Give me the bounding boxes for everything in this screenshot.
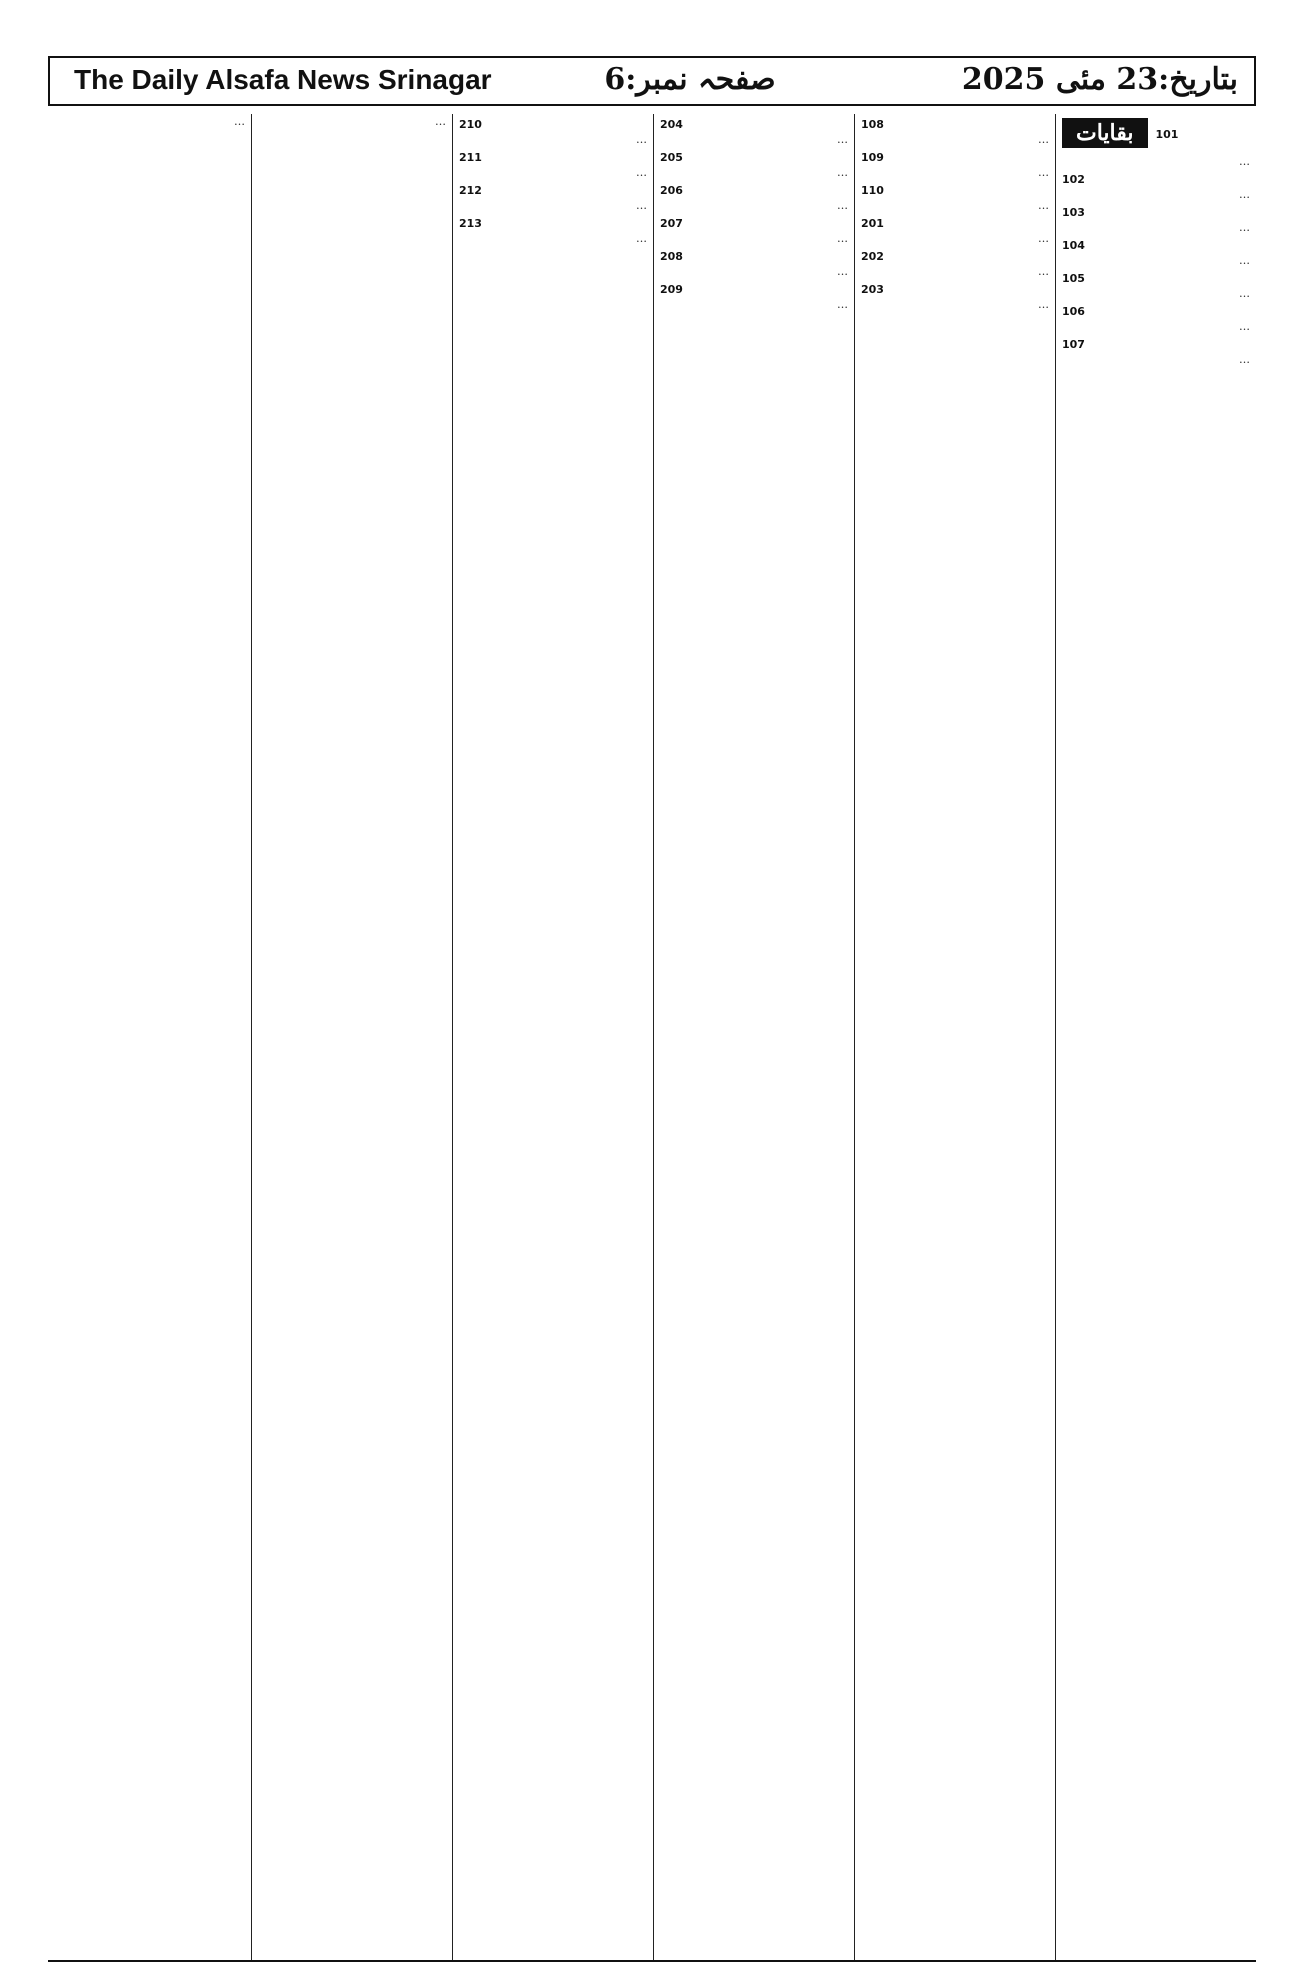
masthead: The Daily Alsafa News Srinagar xyxy=(74,64,492,95)
continuation-number: 109 xyxy=(861,151,884,164)
page-number: صفحہ نمبر:6 xyxy=(604,62,776,97)
column-text: … xyxy=(1038,133,1049,146)
column-text: … xyxy=(837,298,848,311)
page-header xyxy=(48,56,1256,106)
column-text: … xyxy=(1239,188,1250,201)
continuation-number: 104 xyxy=(1062,239,1085,252)
section-header xyxy=(1062,118,1250,148)
column-1 xyxy=(1055,114,1256,1960)
column-5 xyxy=(251,114,452,1960)
continuation-number: 103 xyxy=(1062,206,1085,219)
column-text: … xyxy=(837,265,848,278)
continuation-number: 206 xyxy=(660,184,683,197)
continuation-number: 210 xyxy=(459,118,482,131)
column-text: … xyxy=(636,166,647,179)
column-text: … xyxy=(234,115,245,128)
continuation-number: 205 xyxy=(660,151,683,164)
section-title: بقایات xyxy=(1062,118,1148,148)
column-6 xyxy=(50,114,251,1960)
continuation-number: 208 xyxy=(660,250,683,263)
column-text: … xyxy=(1239,155,1250,168)
continuation-number: 105 xyxy=(1062,272,1085,285)
column-text: … xyxy=(1038,298,1049,311)
continuation-number: 207 xyxy=(660,217,683,230)
column-4 xyxy=(452,114,653,1960)
continuation-number: 201 xyxy=(861,217,884,230)
continuation-number: 211 xyxy=(459,151,482,164)
column-text: … xyxy=(837,166,848,179)
column-2 xyxy=(854,114,1055,1960)
continuation-number: 102 xyxy=(1062,173,1085,186)
column-text: … xyxy=(1239,221,1250,234)
bottom-rule xyxy=(48,1960,1256,1962)
column-text: … xyxy=(1038,166,1049,179)
column-text: … xyxy=(837,199,848,212)
continuation-number: 107 xyxy=(1062,338,1085,351)
continuation-number: 202 xyxy=(861,250,884,263)
continuation-number: 106 xyxy=(1062,305,1085,318)
column-text: … xyxy=(837,232,848,245)
issue-date: بتاریخ:23 مئی 2025 xyxy=(961,62,1238,97)
column-text: … xyxy=(1239,254,1250,267)
column-text: … xyxy=(837,133,848,146)
continuation-number: 203 xyxy=(861,283,884,296)
continuation-number: 204 xyxy=(660,118,683,131)
column-text: … xyxy=(1239,287,1250,300)
column-text: … xyxy=(636,199,647,212)
column-text: … xyxy=(1239,353,1250,366)
continuation-number: 108 xyxy=(861,118,884,131)
column-text: … xyxy=(1038,199,1049,212)
column-3 xyxy=(653,114,854,1960)
continuation-number: 209 xyxy=(660,283,683,296)
continuation-number: 213 xyxy=(459,217,482,230)
continuation-number: 212 xyxy=(459,184,482,197)
column-text: … xyxy=(435,115,446,128)
column-text: … xyxy=(1038,265,1049,278)
continuation-number: 101 xyxy=(1155,128,1179,141)
column-text: … xyxy=(1239,320,1250,333)
column-text: … xyxy=(636,232,647,245)
column-text: … xyxy=(636,133,647,146)
article-columns xyxy=(48,114,1256,1960)
column-text: … xyxy=(1038,232,1049,245)
continuation-number: 110 xyxy=(861,184,884,197)
